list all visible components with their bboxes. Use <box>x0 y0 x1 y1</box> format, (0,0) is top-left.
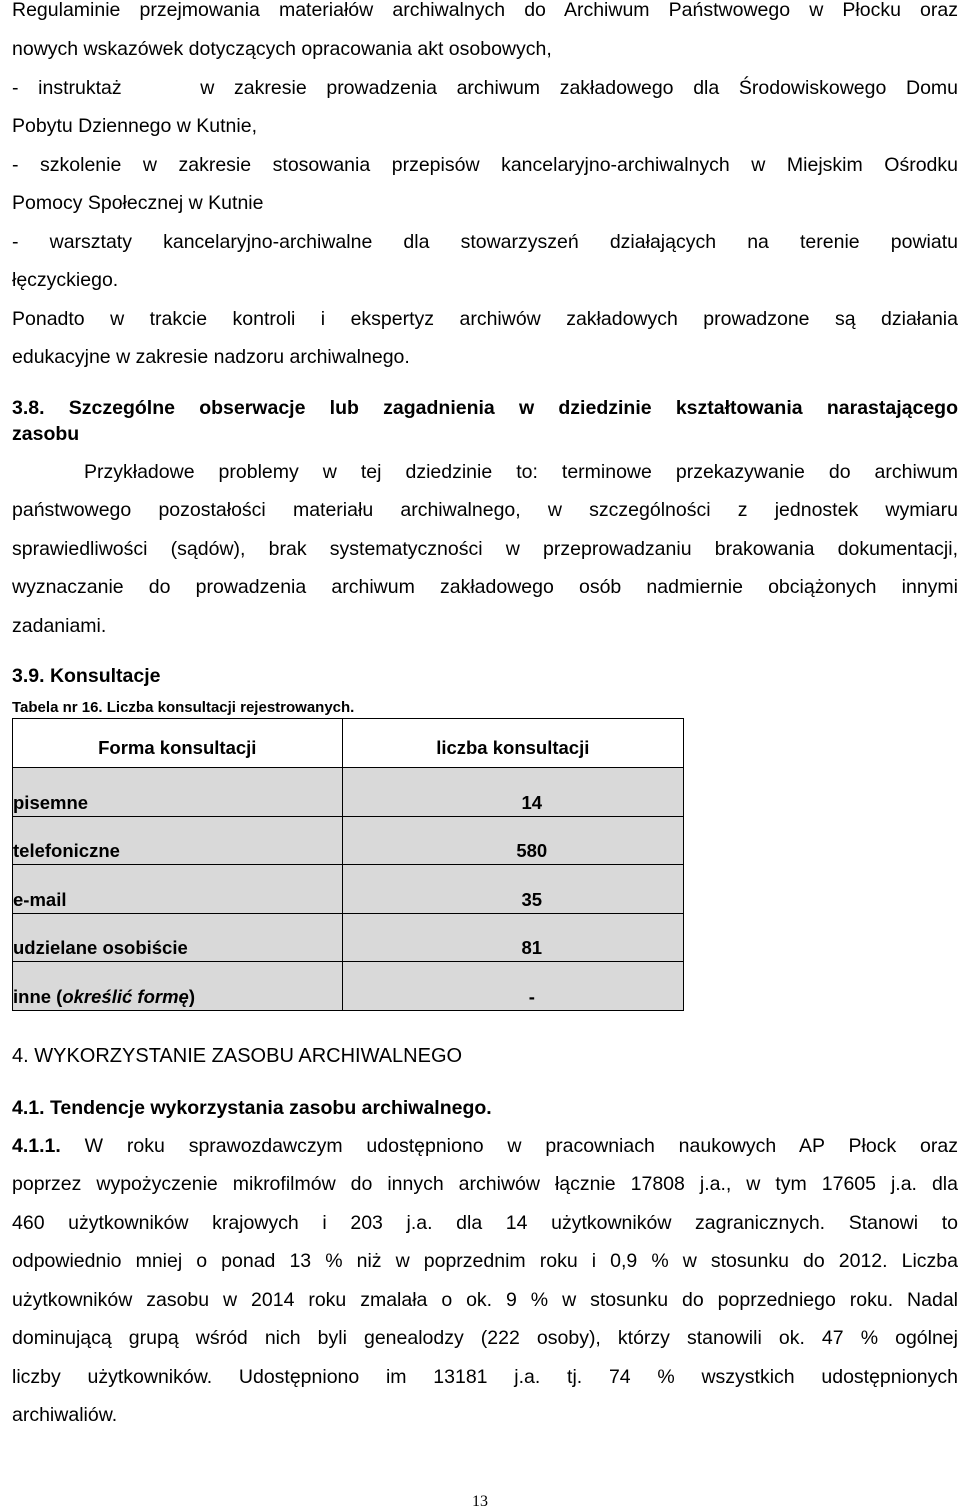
row-value: 14 <box>521 791 543 813</box>
text-line: edukacyjne w zakresie nadzoru archiwalnego. <box>12 346 410 368</box>
text-line: dominującą grupą wśród nich byli genealodzy (222 osoby), którzy stanowili ok. 47 % ogólnej <box>12 1327 958 1349</box>
section-heading-3-8-cont: zasobu <box>12 423 80 445</box>
text-line: państwowego pozostałości materiału archiwalnego, w szczególności z jednostek wymiaru <box>12 499 958 521</box>
row-name: e-mail <box>13 888 67 910</box>
row-name-prefix: inne ( <box>13 985 63 1007</box>
row-name: udzielane osobiście <box>13 937 188 959</box>
table-header-cell <box>13 719 343 768</box>
section-heading-4-1: 4.1. Tendencje wykorzystania zasobu archiwalnego. <box>12 1097 492 1119</box>
row-name-suffix: ) <box>188 985 195 1007</box>
section-heading-3-9: 3.9. Konsultacje <box>12 665 161 687</box>
page-number: 13 <box>472 1493 488 1510</box>
text-line: - instruktaż w zakresie prowadzenia archiwum zakładowego dla Środowiskowego Domu <box>12 77 958 99</box>
text-line: 460 użytkowników krajowych i 203 j.a. dla 14 użytkowników zagranicznych. Stanowi to <box>12 1212 958 1234</box>
text-line: archiwaliów. <box>12 1404 118 1426</box>
text-line: liczby użytkowników. Udostępniono im 13181 j.a. tj. 74 % wszystkich udostępnionych <box>12 1366 958 1388</box>
row-value: 580 <box>516 840 548 862</box>
header-form: Forma konsultacji <box>98 737 257 758</box>
text-line: wyznaczanie do prowadzenia archiwum zakładowego osób nadmiernie obciążonych innymi <box>12 576 958 598</box>
row-value: 81 <box>521 937 543 959</box>
header-count: liczba konsultacji <box>436 737 590 758</box>
section-heading-3-8: 3.8. Szczególne obserwacje lub zagadnienia w dziedzinie kształtowania narastającego <box>12 397 958 419</box>
row-value: 35 <box>521 888 543 910</box>
table-row <box>13 816 684 865</box>
text-line: Pobytu Dziennego w Kutnie, <box>12 115 257 137</box>
table-row <box>13 962 684 1011</box>
chapter-heading-4: 4. WYKORZYSTANIE ZASOBU ARCHIWALNEGO <box>12 1045 463 1067</box>
table-header-cell <box>342 719 683 768</box>
text-line: użytkowników zasobu w 2014 roku zmalała o ok. 9 % w stosunku do poprzedniego roku. Nadal <box>12 1289 958 1311</box>
table-header-row <box>13 719 684 768</box>
text-line: sprawiedliwości (sądów), brak systematyczności w przeprowadzaniu brakowania dokumentacji, <box>12 538 958 560</box>
table-row <box>13 913 684 962</box>
table-row <box>13 865 684 914</box>
text-segment: W roku sprawozdawczym udostępniono w pracowniach naukowych AP Płock oraz <box>60 1135 958 1157</box>
text-line: Przykładowe problemy w tej dziedzinie to: terminowe przekazywanie do archiwum <box>84 461 958 483</box>
text-line: poprzez wypożyczenie mikrofilmów do innych archiwów łącznie 17808 j.a., w tym 17605 j.a. dla <box>12 1173 958 1195</box>
text-line: - warsztaty kancelaryjno-archiwalne dla stowarzyszeń działających na terenie powiatu <box>12 231 958 253</box>
row-name <box>13 964 342 1008</box>
text-line <box>12 1134 958 1158</box>
text-line: Regulaminie przejmowania materiałów archiwalnych do Archiwum Państwowego w Płocku oraz <box>12 0 958 21</box>
table-row <box>13 768 684 817</box>
row-value: - <box>528 985 535 1007</box>
row-name: pisemne <box>13 791 89 813</box>
text-line: - szkolenie w zakresie stosowania przepisów kancelaryjno-archiwalnych w Miejskim Ośrodku <box>12 154 958 176</box>
row-name-italic: określić formę <box>62 985 189 1007</box>
text-line: Ponadto w trakcie kontroli i ekspertyz archiwów zakładowych prowadzone są działania <box>12 308 958 330</box>
text-line: zadaniami. <box>12 615 107 637</box>
consultations-table <box>12 718 684 1011</box>
text-line: Pomocy Społecznej w Kutnie <box>12 192 264 214</box>
table-caption: Tabela nr 16. Liczba konsultacji rejestrowanych. <box>12 699 355 716</box>
row-name: telefoniczne <box>13 840 120 862</box>
text-line: odpowiednio mniej o ponad 13 % niż w poprzednim roku i 0,9 % w stosunku do 2012. Liczba <box>12 1250 958 1272</box>
text-line: łęczyckiego. <box>12 269 119 291</box>
text-line: nowych wskazówek dotyczących opracowania akt osobowych, <box>12 38 552 60</box>
paragraph-number: 4.1.1. <box>12 1135 61 1157</box>
